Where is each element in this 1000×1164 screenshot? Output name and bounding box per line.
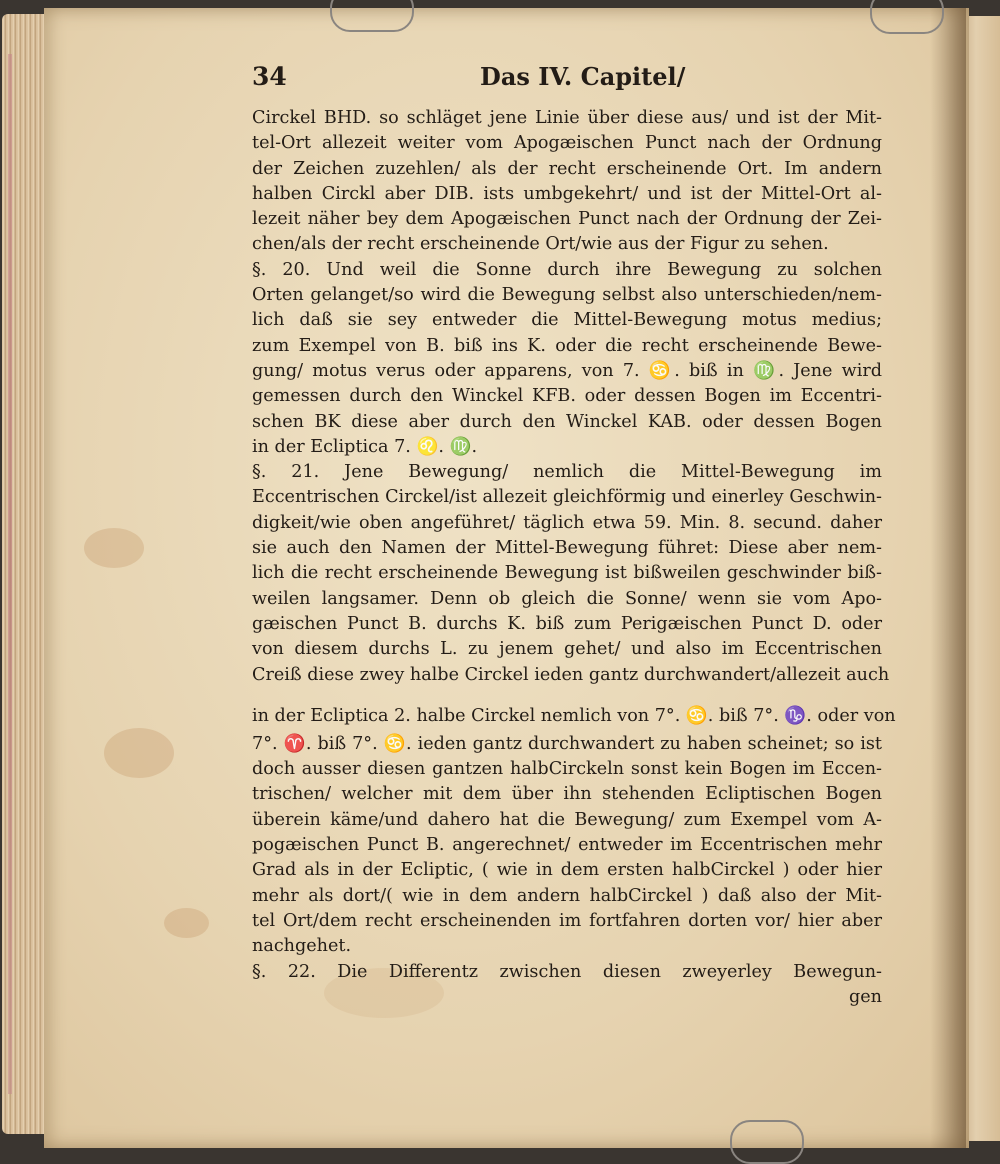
- text-line: 7°. ♈. biß 7°. ♋. ieden gantz durchwandert zu haben scheinet; so ist: [252, 733, 882, 754]
- text-line: trischen/ welcher mit dem über ihn stehenden Ecliptischen Bogen: [252, 784, 882, 805]
- text-line: §. 21. Jene Bewegung/ nemlich die Mittel-Bewegung im: [252, 462, 882, 483]
- binding-clip: [330, 0, 414, 32]
- text-line: weilen langsamer. Denn ob gleich die Sonne/ wenn sie vom Apo-: [252, 588, 882, 609]
- text-line: nachgehet.: [252, 936, 352, 957]
- text-line: gæischen Punct B. durchs K. biß zum Perigæischen Punct D. oder: [252, 613, 882, 634]
- text-line: lich die recht erscheinende Bewegung ist bißweilen geschwinder biß-: [252, 563, 882, 584]
- binding-clip: [730, 1120, 804, 1164]
- text-line: lich daß sie sey entweder die Mittel-Bewegung motus medius;: [252, 310, 882, 331]
- text-line: tel Ort/dem recht erscheinenden im fortfahren dorten vor/ hier aber: [252, 910, 882, 931]
- text-line: Grad als in der Ecliptic, ( wie in dem ersten halbCirckel ) oder hier: [252, 860, 882, 881]
- page-number: 34: [252, 62, 287, 91]
- text-line: Eccentrischen Circkel/ist allezeit gleichförmig und einerley Geschwin-: [252, 487, 882, 508]
- text-line: gung/ motus verus oder apparens, von 7. ♋. biß in ♍. Jene wird: [252, 360, 882, 381]
- chapter-title: Das IV. Capitel/: [480, 62, 686, 91]
- text-line: gemessen durch den Winckel KFB. oder dessen Bogen im Eccentri-: [252, 386, 882, 407]
- binding-clip: [870, 0, 944, 34]
- stain: [104, 728, 174, 778]
- text-line: doch ausser diesen gantzen halbCirckeln sonst kein Bogen im Eccen-: [252, 759, 882, 780]
- stain: [84, 528, 144, 568]
- text-line: in der Ecliptica 7. ♌. ♍.: [252, 436, 478, 457]
- text-line: zum Exempel von B. biß ins K. oder die recht erscheinende Bewe-: [252, 335, 882, 356]
- text-line: Orten gelanget/so wird die Bewegung selbst also unterschieden/nem-: [252, 285, 882, 306]
- text-line: halben Circkl aber DIB. ists umbgekehrt/ und ist der Mittel-Ort al-: [252, 183, 882, 204]
- text-line: §. 20. Und weil die Sonne durch ihre Bewegung zu solchen: [252, 259, 882, 280]
- text-line: in der Ecliptica 2. halbe Circkel nemlich von 7°. ♋. biß 7°. ♑. oder von: [252, 705, 896, 726]
- text-line: sie auch den Namen der Mittel-Bewegung führet: Diese aber nem-: [252, 538, 882, 559]
- text-line: Creiß diese zwey halbe Circkel ieden gantz durchwandert/allezeit auch: [252, 664, 890, 685]
- text-line: tel-Ort allezeit weiter vom Apogæischen Punct nach der Ordnung: [252, 133, 882, 154]
- text-line: digkeit/wie oben angeführet/ täglich etwa 59. Min. 8. secund. daher: [252, 512, 882, 533]
- spine-shadow: [930, 8, 966, 1148]
- stain: [164, 908, 209, 938]
- text-line: Circkel BHD. so schläget jene Linie über diese aus/ und ist der Mit-: [252, 108, 882, 128]
- body-text: [252, 106, 896, 1010]
- text-line: gen: [848, 986, 882, 1007]
- text-line: chen/als der recht erscheinende Ort/wie aus der Figur zu sehen.: [252, 234, 829, 255]
- page-text: [252, 62, 896, 1010]
- text-line: der Zeichen zuzehlen/ als der recht erscheinende Ort. Im andern: [252, 158, 882, 179]
- page-header: [252, 62, 882, 106]
- text-line: schen BK diese aber durch den Winckel KAB. oder dessen Bogen: [252, 411, 882, 432]
- text-line: von diesem durchs L. zu jenem gehet/ und also im Eccentrischen: [252, 639, 882, 660]
- text-line: lezeit näher bey dem Apogæischen Punct nach der Ordnung der Zei-: [252, 209, 882, 230]
- text-line: pogæischen Punct B. angerechnet/ entweder im Eccentrischen mehr: [252, 835, 882, 856]
- text-line: überein käme/und dahero hat die Bewegung/ zum Exempel vom A-: [252, 809, 882, 830]
- text-line: §. 22. Die Differentz zwischen diesen zweyerley Bewegun-: [252, 961, 882, 982]
- text-line: mehr als dort/( wie in dem andern halbCirckel ) daß also der Mit-: [252, 885, 882, 906]
